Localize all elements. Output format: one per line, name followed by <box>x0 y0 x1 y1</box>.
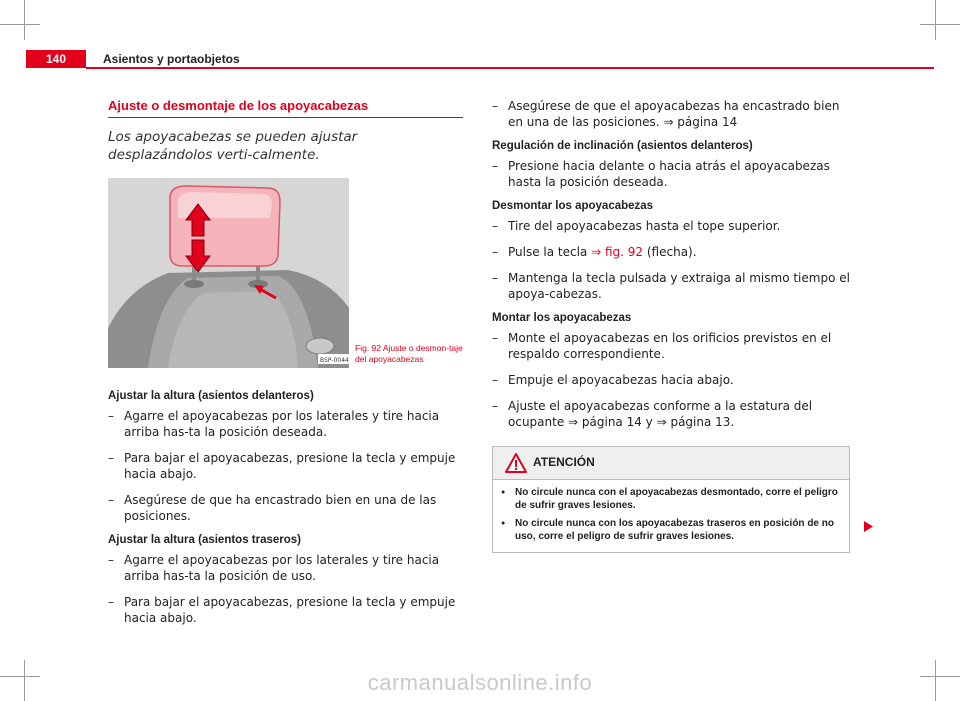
list-item: – Monte el apoyacabezas en los orificios previstos en el respaldo correspondiente. <box>492 330 852 362</box>
crop-mark <box>935 0 936 40</box>
warning-body <box>493 480 849 552</box>
list-item: – Ajuste el apoyacabezas conforme a la estatura del ocupante ⇒ página 14 y ⇒ página 13. <box>492 398 852 430</box>
watermark: carmanualsonline.info <box>367 670 593 695</box>
warning-item: ● No circule nunca con los apoyacabezas traseros en posición de no uso, corre el peligro de sufrir graves lesiones. <box>501 517 841 543</box>
list-item <box>492 244 852 260</box>
rear-height-heading: Ajustar la altura (asientos traseros) <box>108 534 302 546</box>
list-item: – Agarre el apoyacabezas por los laterales y tire hacia arriba has-ta la posición de uso. <box>108 552 463 584</box>
headrest-illustration <box>108 178 349 368</box>
header-rule <box>86 67 934 69</box>
crop-mark <box>0 24 40 25</box>
warning-triangle-icon <box>505 453 527 473</box>
figure-code: B5P-0044 <box>320 357 349 364</box>
intro-text: Los apoyacabezas se pueden ajustar desplazándolos verti-calmente. <box>108 129 358 163</box>
remove-heading: Desmontar los apoyacabezas <box>492 200 654 212</box>
warning-title: ATENCIÓN <box>533 455 595 469</box>
section-title: Ajuste o desmontaje de los apoyacabezas <box>108 98 463 118</box>
text: Pulse la tecla <box>508 245 592 259</box>
running-title: Asientos y portaobjetos <box>103 52 240 66</box>
list-item: – Mantenga la tecla pulsada y extraiga al mismo tiempo el apoya-cabezas. <box>492 270 852 302</box>
right-column <box>492 98 852 553</box>
warning-item: ● No circule nunca con el apoyacabezas desmontado, corre el peligro de sufrir graves lesiones. <box>501 486 841 512</box>
list-item: – Agarre el apoyacabezas por los laterales y tire hacia arriba has-ta la posición deseada. <box>108 408 463 440</box>
tilt-heading: Regulación de inclinación (asientos delanteros) <box>492 140 753 152</box>
figure <box>108 178 463 376</box>
mount-heading: Montar los apoyacabezas <box>492 312 632 324</box>
page-number: 140 <box>26 50 86 68</box>
crop-mark <box>920 24 960 25</box>
warning-header <box>493 447 849 480</box>
continue-arrow-icon <box>864 521 873 532</box>
list-item: – Empuje el apoyacabezas hacia abajo. <box>492 372 852 388</box>
list-item: – Para bajar el apoyacabezas, presione la tecla y empuje hacia abajo. <box>108 594 463 626</box>
list-item: – Para bajar el apoyacabezas, presione la tecla y empuje hacia abajo. <box>108 450 463 482</box>
list-item: – Asegúrese de que el apoyacabezas ha encastrado bien en una de las posiciones. ⇒ página 14 <box>492 98 852 130</box>
left-column <box>108 98 463 636</box>
list-item: – Tire del apoyacabezas hasta el tope superior. <box>492 218 852 234</box>
list-item: – Presione hacia delante o hacia atrás el apoyacabezas hasta la posición deseada. <box>492 158 852 190</box>
crop-mark <box>24 0 25 40</box>
figure-link[interactable]: ⇒ fig. 92 <box>591 245 644 259</box>
text: (flecha). <box>643 245 697 259</box>
front-height-heading: Ajustar la altura (asientos delanteros) <box>108 390 314 402</box>
list-item: – Asegúrese de que ha encastrado bien en una de las posiciones. <box>108 492 463 524</box>
figure-caption: Fig. 92 Ajuste o desmon-taje del apoyacabezas <box>355 343 463 364</box>
warning-box <box>492 446 850 553</box>
